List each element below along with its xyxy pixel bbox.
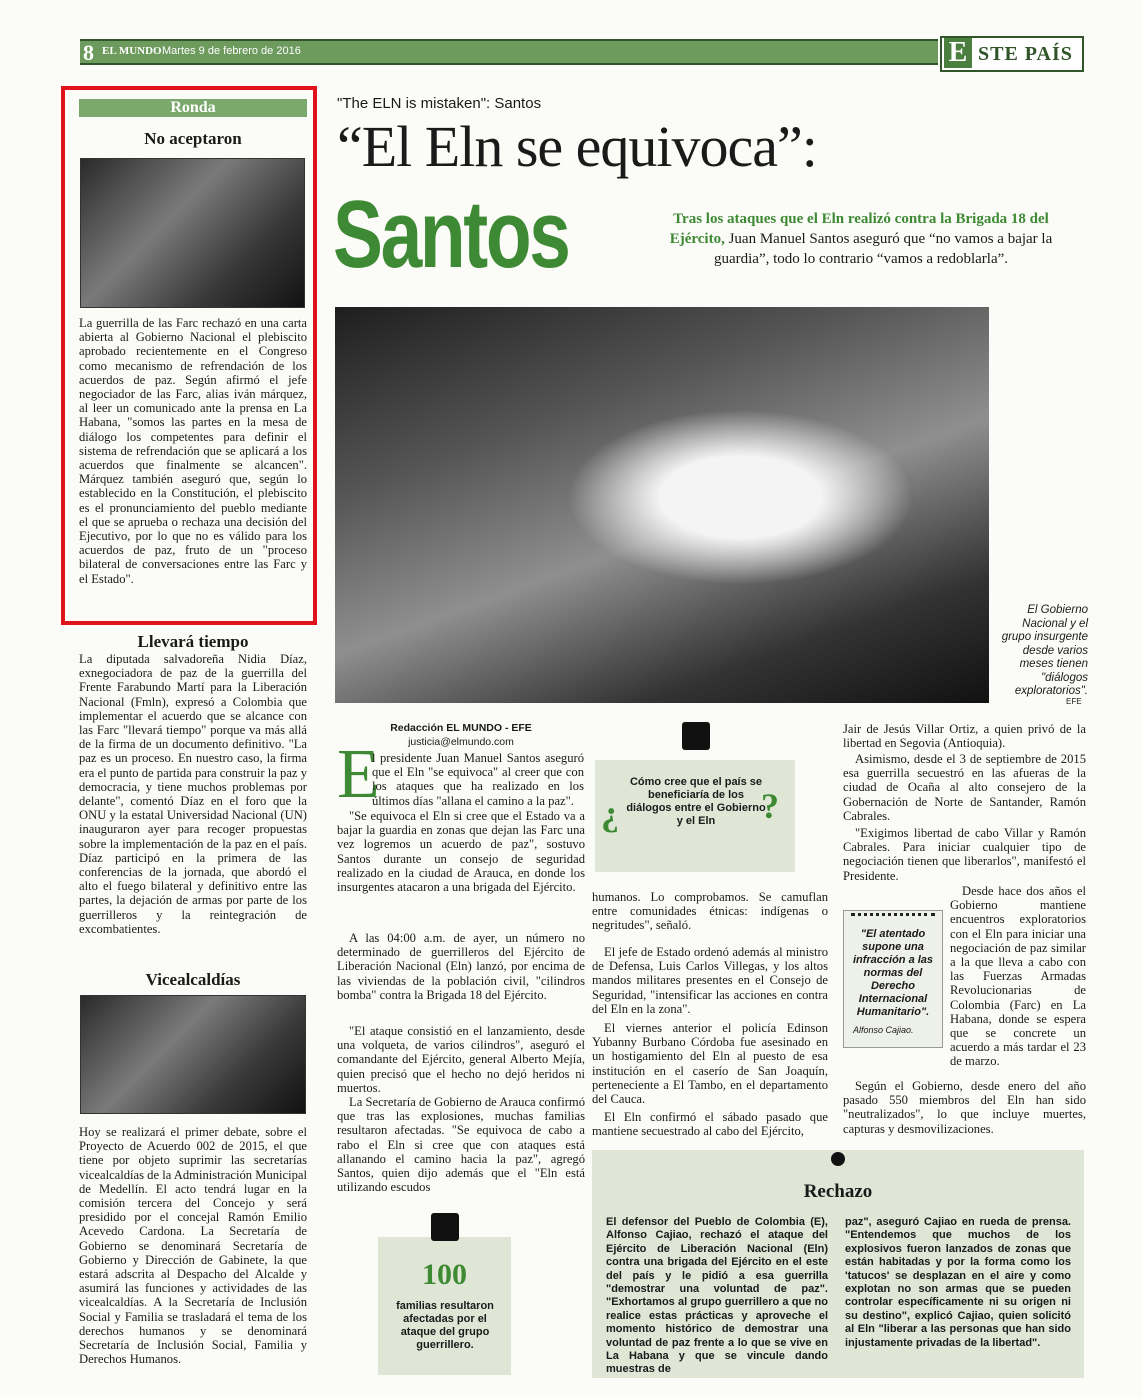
byline-email: justicia@elmundo.com	[408, 736, 514, 748]
photo-credit: EFE	[1066, 697, 1082, 706]
article-paragraph: "Exigimos libertad de cabo Villar y Ramón Cabrales. Para iniciar cualquier tipo de negociación tienen que liberarlos", manifestó el Presidente.	[843, 826, 1086, 883]
article-paragraph: El Eln confirmó el sábado pasado que mantiene secuestrado al cabo del Ejército,	[592, 1110, 828, 1139]
issue-date: Martes 9 de febrero de 2016	[162, 45, 301, 57]
quote-attribution: Alfonso Cajiao.	[853, 1025, 914, 1035]
article-paragraph: "El ataque consistió en el lanzamiento, desde una volqueta, de varios cilindros", aseguró el comandante del Ejército, general Alberto Mejía, quien precisó que el hecho no dejó heridos ni muertos.	[337, 1024, 585, 1095]
headline: “El Eln se equivoca”:	[337, 114, 817, 179]
section-name: STE PAÍS	[978, 43, 1073, 65]
deck-highlight: Tras los ataques que el Eln realizó contra la Brigada 18 del Ejército,	[669, 211, 1049, 247]
story-text-vicealcaldias: Hoy se realizará el primer debate, sobre el Proyecto de Acuerdo 002 de 2015, el que tiene por objeto suprimir las secretarías vicealcaldías de la Administración Municipal de Medellín. El acto tendrá lugar en la comisión tercera del Concejo y será presidido por el concejal Ramón Emilio Acevedo Cardona. La Secretaría de Gobierno se denominará Secretaría de Gobierno y Dirección de Gabinete, la que estará adscrita al Despacho del Alcalde y asumirá las funciones y actividades de las vicealcaldías. A la Secretaría de Inclusión Social y Familia se trasladará el tema de los derechos humanos y se denominará Secretaría de Inclusión Social, Familia y Derechos Humanos.	[79, 1125, 308, 1367]
pin-icon	[831, 1152, 845, 1166]
article-paragraph: Según el Gobierno, desde enero del año pasado 550 miembros del Eln han sido "neutralizados", lo que incluye muertes, capturas y desmovilizaciones.	[843, 1079, 1086, 1136]
photo-caption: El Gobierno Nacional y el grupo insurgente desde varios meses tienen "diálogos exploratorios".	[1001, 604, 1088, 697]
headline-santos: Santos	[333, 181, 569, 288]
kicker: "The ELN is mistaken": Santos	[337, 95, 542, 112]
page-number: 8	[83, 40, 94, 65]
deck	[652, 209, 1070, 269]
article-paragraph: humanos. Lo comprobamos. Se camuflan entre comunidades étnicas: indígenas o negritudes", señaló.	[592, 890, 828, 933]
section-initial: E	[944, 38, 972, 68]
clip-icon	[682, 722, 710, 750]
article-paragraph: Jair de Jesús Villar Ortiz, a quien privó de la libertad en Segovia (Antioquia).	[843, 722, 1086, 751]
question-text: Cómo cree que el país se beneficiaría de los diálogos entre el Gobierno y el Eln	[626, 776, 766, 827]
story-text-llevara-tiempo: La diputada salvadoreña Nidia Díaz, exnegociadora de paz de la guerrilla del Frente Farabundo Martí para la Liberación Nacional (Fmln), expresó a Colombia que implementar el acuerdo que se alcance con las Farc "llevará tiempo" porque va más allá de la firma de un documento definitivo. "La paz es un proceso. En nuestro caso, la firma era el punto de partida para construir la paz y democracia, y tiene muchos problemas por delante", comentó Díaz en el foro que la ONU y la estatal Universidad Nacional (UN) inauguraron ayer para recoger propuestas sobre la implementación de la paz en el país. Díaz participó en la primera de las conferencias de la jornada, que abordó el alto el fuego bilateral y definitivo entre las partes, la dejación de armas por parte de los guerrilleros y la reintegración de excombatientes.	[79, 652, 307, 936]
question-mark-open: ¿	[601, 793, 619, 833]
byline: Redacción EL MUNDO - EFE	[390, 722, 532, 734]
story-text-no-aceptaron: La guerrilla de las Farc rechazó en una carta abierta al Gobierno Nacional el plebiscito aprobado recientemente en el Congreso como mecanismo de refrendación de los acuerdos de paz. Según afirmó el jefe negociador de las Farc, alias iván márquez, al leer un comunicado ante la prensa en La Habana, "somos las partes en la mesa de diálogo los competentes para definir el sistema de refrendación que se aplicará a los acuerdos que finalmente se alcancen". Márquez también aseguró que, según lo establecido en la Constitución, el plebiscito es el pronunciamiento del pueblo mediante el que se aprueba o rechaza una decisión del Ejecutivo, por lo que no es válido para los acuerdos de paz, fruto de un "proceso bilateral de conversaciones entre las Farc y el Estado".	[79, 316, 307, 586]
ronda-band: Ronda	[79, 99, 307, 117]
drop-cap: E	[337, 736, 380, 813]
article-paragraph: Asimismo, desde el 3 de septiembre de 2015 esa guerrilla secuestró en las afueras de la ciudad de Ocaña al alto consejero de la Gobernación de Norte de Santander, Ramón Cabrales.	[843, 752, 1086, 823]
story-title-vicealcaldias: Vicealcaldías	[145, 970, 241, 989]
article-paragraph: El jefe de Estado ordenó además al ministro de Defensa, Luis Carlos Villegas, y los altos mandos militares presentes en el Consejo de Seguridad, "intensificar las acciones en contra del Eln en la zona".	[592, 945, 828, 1016]
article-intro: l presidente Juan Manuel Santos aseguró que el Eln "se equivoca" al creer que con los ataques que ha realizado en los últimos días "allana el camino a la paz".	[372, 751, 584, 808]
story-title-no-aceptaron: No aceptaron	[144, 129, 242, 148]
article-paragraph: La Secretaría de Gobierno de Arauca confirmó que tras las explosiones, muchas familias resultaron afectadas. "Se equivoca de cabo a rabo el Eln si cree que con ataques está allanando el camino hacia la paz", agregó Santos, quien dijo además que el "Eln está utilizando escudos	[337, 1095, 585, 1195]
article-paragraph: El viernes anterior el policía Edinson Yubanny Burbano Córdoba fue asesinado en un hostigamiento del Eln al puesto de esa institución en el caserío de San Joaquín, perteneciente a El Tambo, en el departamento del Cauca.	[592, 1021, 828, 1107]
rechazo-text-left: El defensor del Pueblo de Colombia (E), Alfonso Cajiao, rechazó el ataque del Ejército de Liberación Nacional (Eln) contra una brigada del Ejército en el este del país y le pidió a esa guerrilla "demostrar una voluntad de paz". "Exhortamos al grupo guerrillero a que no realice estas prácticas y aproveche el momento histórico de demostrar una voluntad de paz frente a lo que se vive en La Habana y que se vincule dando muestras de	[606, 1216, 828, 1376]
article-paragraph: A las 04:00 a.m. de ayer, un número no determinado de guerrilleros del Ejército de Liberación Nacional (Eln) lanzó, por encima de las viviendas de la población civil, "cilindros bomba" contra la Brigada 18 del Ejército.	[337, 931, 585, 1002]
rechazo-text-right: paz", aseguró Cajiao en rueda de prensa. "Entendemos que muchos de los explosivos fueron lanzados de zonas que están habitadas y por la forma como los 'tatucos' se desplazan en el aire y como explotan no son armas que se pueden controlar específicamente ni su origen ni su destino", explicó Cajiao, quien solicitó al Eln "liberar a las personas que han sido injustamente privadas de la libertad".	[845, 1216, 1071, 1349]
clip-icon	[431, 1213, 459, 1241]
story-title-llevara-tiempo: Llevará tiempo	[137, 632, 249, 651]
stat-text: familias resultaron afectadas por el ataque del grupo guerrillero.	[396, 1300, 494, 1351]
paper-name: EL MUNDO	[102, 45, 162, 57]
rechazo-title: Rechazo	[803, 1181, 873, 1202]
notebook-spiral-icon	[851, 913, 935, 921]
article-paragraph: "Se equivoca el Eln si cree que el Estado va a bajar la guardia en zonas que dejan las Farc una vez logremos un acuerdo de paz", sostuvo Santos durante un consejo de seguridad realizado en la ciudad de Arauca, en donde los insurgentes atacaron a una brigada del Ejército.	[337, 809, 585, 895]
article-paragraph: Desde hace dos años el Gobierno mantiene encuentros exploratorios con el Eln para iniciar una negociación de paz similar a la que lleva a cabo con las Fuerzas Armadas Revolucionarias de Colombia (Farc) en La Habana, donde se espera que se concrete un acuerdo a más tardar el 23 de marzo.	[950, 884, 1086, 1069]
deck-text: Juan Manuel Santos aseguró que “no vamos a bajar la guardia”, todo lo contrario “vamos a redoblarla”.	[713, 231, 1053, 267]
question-mark-close: ?	[761, 786, 779, 826]
stat-number: 100	[422, 1258, 467, 1291]
story-photo-marquez	[80, 158, 305, 308]
main-photo	[335, 307, 989, 703]
quote-text: "El atentado supone una infracción a las normas del Derecho Internacional Humanitario".	[852, 928, 934, 1018]
story-photo-concejo	[80, 995, 306, 1114]
